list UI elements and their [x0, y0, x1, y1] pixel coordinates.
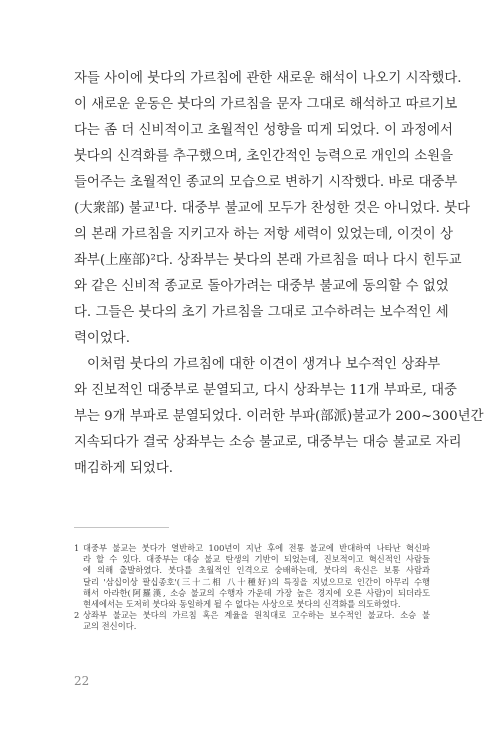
body-line: 들어주는 초월적인 종교의 모습으로 변하기 시작했다. 바로 대중부: [74, 175, 458, 190]
body-line: 력이었다.: [74, 331, 130, 346]
footnote-line: 라 할 수 있다. 대중부는 대승 불교 탄생의 기반이 되었는데, 진보적이고 혁신적인 사람들: [83, 554, 430, 565]
body-line: 좌부(上座部)²다. 상좌부는 붓다의 본래 가르침을 떠나 다시 힌두교: [74, 253, 462, 268]
footnote-line: 해서 아라한(阿羅漢, 소승 불교의 수행자 가운데 가장 높은 경지에 오른 사람)이 되더라도: [83, 587, 430, 598]
body-line: 다. 그들은 붓다의 초기 가르침을 그대로 고수하려는 보수적인 세: [74, 305, 449, 320]
footnote-line: 교의 전신이다.: [83, 621, 137, 632]
body-line: 매김하게 되었다.: [74, 461, 174, 476]
page-number: 22: [74, 674, 90, 688]
footnote-number: 2: [74, 610, 80, 621]
body-line: 이 새로운 운동은 붓다의 가르침을 문자 그대로 해석하고 따르기보: [74, 97, 458, 112]
body-line: 이처럼 붓다의 가르침에 대한 이견이 생겨나 보수적인 상좌부: [87, 357, 441, 372]
body-line: 자들 사이에 붓다의 가르침에 관한 새로운 해석이 나오기 시작했다.: [74, 71, 462, 86]
footnote-line: 현세에서는 도저히 붓다와 동일하게 될 수 없다는 사상으로 붓다의 신격화를 의도하였다.: [83, 599, 401, 609]
footnote-line: 에 의해 출발하였다. 붓다를 초월적인 인격으로 숭배하는데, 붓다의 육신은 보통 사람과: [83, 565, 430, 576]
body-line: 와 진보적인 대중부로 분열되고, 다시 상좌부는 11개 부파로, 대중: [74, 383, 457, 398]
body-line: 부는 9개 부파로 분열되었다. 이러한 부파(部派)불교가 200~300년간: [74, 409, 484, 424]
body-line: 와 같은 신비적 종교로 돌아가려는 대중부 불교에 동의할 수 없었: [74, 279, 449, 294]
footnote-line: 대중부 불교는 붓다가 열반하고 100년이 지난 후에 전통 불교에 반대하여 나타난 혁신파: [83, 543, 430, 553]
body-line: 붓다의 신격화를 추구했으며, 초인간적인 능력으로 개인의 소원을: [74, 149, 454, 164]
body-line: 의 본래 가르침을 지키고자 하는 저항 세력이 있었는데, 이것이 상: [74, 227, 453, 242]
body-line: (大衆部) 불교¹다. 대중부 불교에 모두가 찬성한 것은 아니었다. 붓다: [74, 201, 471, 216]
footnote-divider: [74, 527, 169, 528]
body-line: 다는 좀 더 신비적이고 초월적인 성향을 띠게 되었다. 이 과정에서: [74, 123, 453, 138]
footnote-line: 달리 '삼십이상 팔십종호'(三十二相 八十種好)의 특징을 지녔으므로 인간이 아무리 수행: [83, 576, 430, 587]
footnote-number: 1: [74, 543, 80, 553]
footnote-line: 상좌부 불교는 붓다의 가르침 혹은 계율을 원칙대로 고수하는 보수적인 불교다. 소승 불: [83, 610, 430, 621]
body-line: 지속되다가 결국 상좌부는 소승 불교로, 대중부는 대승 불교로 자리: [74, 435, 462, 450]
